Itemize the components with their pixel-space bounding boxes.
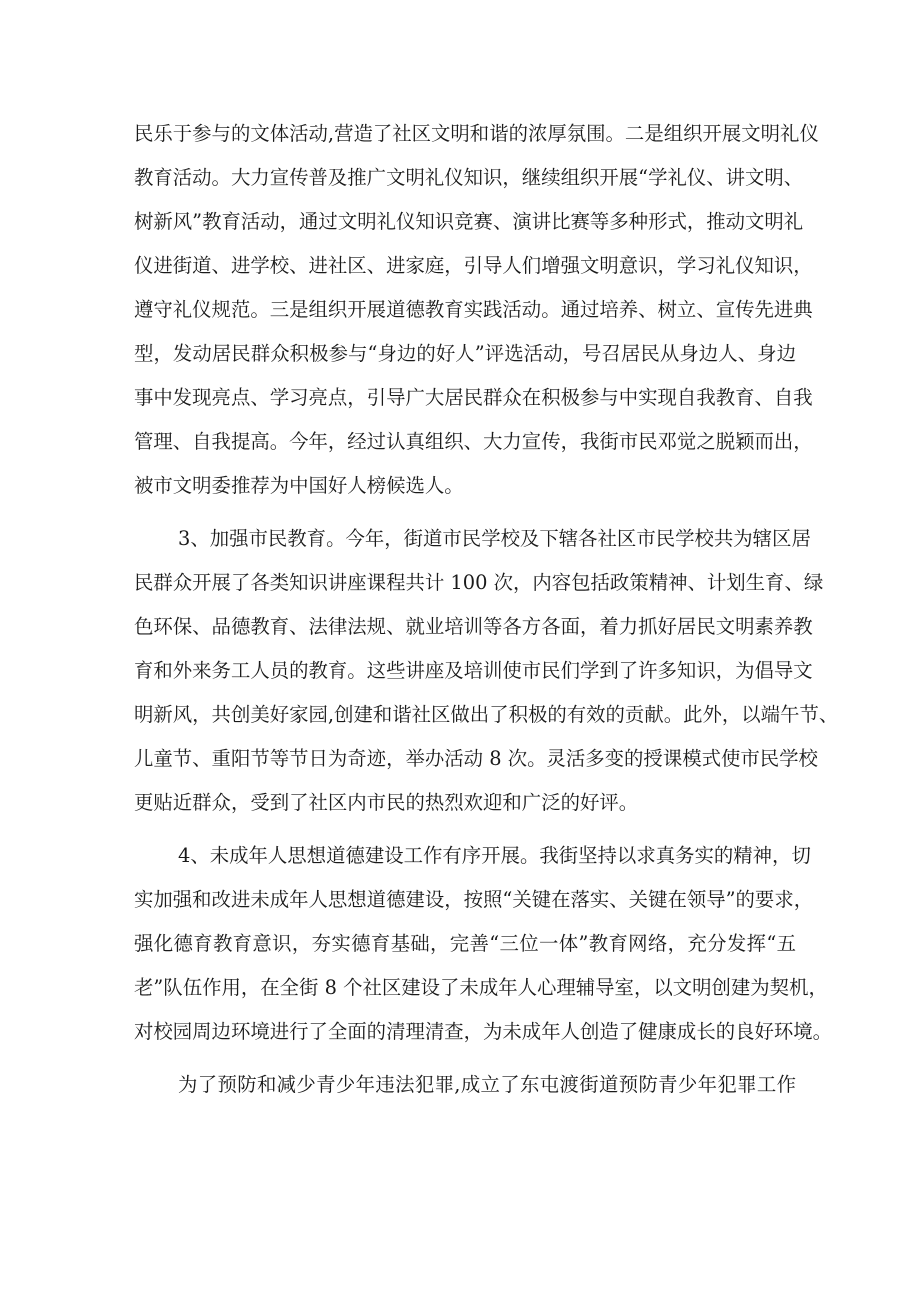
text-line: 仪进街道、进学校、进社区、进家庭，引导人们增强文明意识，学习礼仪知识， [134, 254, 813, 277]
text-line: 事中发现亮点、学习亮点，引导广大居民群众在积极参与中实现自我教育、自我 [134, 386, 813, 409]
text-line: 为了预防和减少青少年违法犯罪,成立了东屯渡街道预防青少年犯罪工作 [178, 1073, 796, 1096]
paragraph-civility-education [134, 112, 819, 508]
text-line: 对校园周边环境进行了全面的清理清查，为未成年人创造了健康成长的良好环境。 [134, 1020, 833, 1043]
text-line: 树新风”教育活动，通过文明礼仪知识竞赛、演讲比赛等多种形式，推动文明礼 [134, 210, 804, 233]
paragraph-minors-moral-development [134, 834, 833, 1054]
text-line: 更贴近群众，受到了社区内市民的热烈欢迎和广泛的好评。 [134, 791, 639, 814]
text-line: 老”队伍作用，在全街 8 个社区建设了未成年人心理辅导室，以文明创建为契机， [134, 976, 828, 999]
text-line: 管理、自我提高。今年，经过认真组织、大力宣传，我街市民邓觉之脱颖而出， [134, 430, 813, 453]
text-line: 被市文明委推荐为中国好人榜候选人。 [134, 474, 464, 497]
text-line: 明新风，共创美好家园,创建和谐社区做出了积极的有效的贡献。此外，以端午节、 [134, 703, 839, 726]
text-line: 强化德育教育意识，夯实德育基础，完善“三位一体”教育网络，充分发挥“五 [134, 932, 796, 955]
text-line: 儿童节、重阳节等节日为奇迹，举办活动 8 次。灵活多变的授课模式使市民学校 [134, 747, 818, 770]
text-line: 4、未成年人思想道德建设工作有序开展。我街坚持以求真务实的精神，切 [178, 844, 811, 867]
text-line: 实加强和改进未成年人思想道德建设，按照“关键在落实、关键在领导”的要求， [134, 888, 814, 911]
document-body [134, 112, 839, 1107]
text-line: 3、加强市民教育。今年，街道市民学校及下辖各社区市民学校共为辖区居 [178, 527, 811, 550]
text-line: 色环保、品德教育、法律法规、就业培训等各方各面，着力抓好居民文明素养教 [134, 615, 813, 638]
text-line: 民群众开展了各类知识讲座课程共计 100 次，内容包括政策精神、计划生育、绿 [134, 571, 824, 594]
text-line: 民乐于参与的文体活动,营造了社区文明和谐的浓厚氛围。二是组织开展文明礼仪 [134, 122, 819, 145]
paragraph-citizen-education [134, 517, 839, 825]
text-line: 教育活动。大力宣传普及推广文明礼仪知识，继续组织开展“学礼仪、讲文明、 [134, 166, 804, 189]
text-line: 型，发动居民群众积极参与“身边的好人”评选活动，号召居民从身边人、身边 [134, 342, 796, 365]
text-line: 育和外来务工人员的教育。这些讲座及培训使市民们学到了许多知识，为倡导文 [134, 659, 813, 682]
text-line: 遵守礼仪规范。三是组织开展道德教育实践活动。通过培养、树立、宣传先进典 [134, 298, 813, 321]
paragraph-crime-prevention [134, 1063, 796, 1107]
